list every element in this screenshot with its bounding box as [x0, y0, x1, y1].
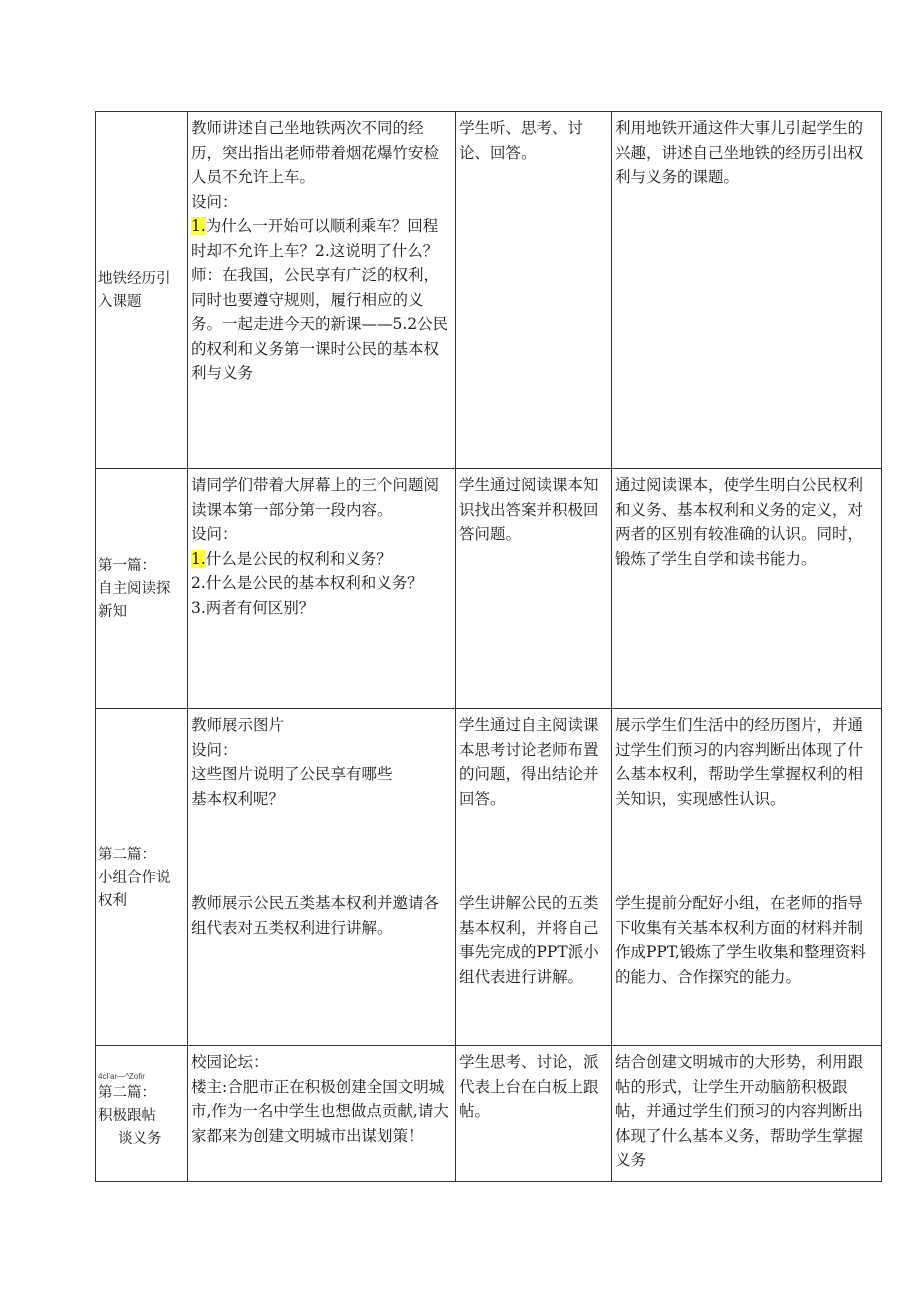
spacer [191, 811, 452, 891]
design-intent-text: 展示学生们生活中的经历图片，并通过学生们预习的内容判断出体现了什么基本权利，帮助学生掌握权利的相关知识，实现感性认识。 [615, 716, 864, 808]
stage-cell [96, 112, 188, 469]
design-intent-text: 结合创建文明城市的大形势，利用跟帖的形式，让学生开动脑筋积极跟帖，并通过学生们预习的内容判断出体现了什么基本义务，帮助学生掌握义务 [615, 1053, 864, 1169]
table-row [96, 469, 882, 709]
student-activity-cell [456, 469, 612, 709]
stage-subtitle: 谈义务 [118, 1131, 162, 1147]
question-3: 3.两者有何区别？ [191, 598, 315, 617]
design-intent-text: 利用地铁开通这件大事儿引起学生的兴趣，讲述自己坐地铁的经历引出权利与义务的课题。 [615, 119, 864, 186]
stage-title: 第二篇： [98, 846, 156, 863]
stage-subtitle: 自主阅读探新知 [98, 581, 171, 620]
stage-subtitle: 积极跟帖 [98, 1108, 156, 1124]
question-line-1: 这些图片说明了公民享有哪些 [191, 765, 393, 783]
stage-title: 第二篇： [98, 1085, 156, 1101]
student-activity-text: 学生通过阅读课本知识找出答案并积极回答问题。 [459, 476, 599, 543]
spacer [615, 811, 878, 891]
design-intent-cell [612, 1046, 882, 1182]
question-2: 2.什么是公民的基本权利和义务？ [191, 574, 423, 592]
student-activity-cell [456, 1046, 612, 1182]
teacher-paragraph: 教师展示图片 [191, 716, 285, 734]
teacher-paragraph: 楼主:合肥市正在积极创建全国文明城市,作为一名中学生也想做点贡献,请大家都来为创建文明城市出谋划策！ [191, 1077, 449, 1145]
question-text [191, 214, 452, 386]
question-body: 为什么一开始可以顺利乘车？回程时却不允许上车？2.这说明了什么？师：在我国，公民享有广泛的权利，同时也要遵守规则，履行相应的义务。一起走进今天的新课——5.2公民的权利和义务第一课时公民的基本权利与义务 [191, 217, 449, 382]
teacher-activity-cell [188, 1046, 456, 1182]
teacher-intro: 请同学们带着大屏幕上的三个问题阅读课本第一部分第一段内容。 [191, 476, 440, 519]
design-intent-cell [612, 112, 882, 469]
stage-garbled-text: 4cl’ar—^Zofir [98, 1072, 145, 1081]
table-row [96, 112, 882, 469]
design-intent-cell [612, 709, 882, 1046]
question-1 [191, 547, 452, 572]
question-heading: 设问： [191, 192, 238, 211]
design-intent-text: 学生提前分配好小组，在老师的指导下收集有关基本权利方面的材料并制作成PPT,锻炼了学生收集和整理资料的能力、合作探究的能力。 [615, 894, 866, 986]
question-body: 什么是公民的权利和义务？ [205, 549, 392, 568]
student-activity-cell [456, 709, 612, 1046]
student-activity-text: 学生讲解公民的五类基本权利，并将自己事先完成的PPT派小组代表进行讲解。 [459, 894, 599, 986]
spacer [459, 811, 608, 891]
question-line-2: 基本权利呢？ [191, 789, 285, 808]
student-activity-text: 学生通过自主阅读课本思考讨论老师布置的问题，得出结论并回答。 [459, 716, 599, 808]
teacher-paragraph: 教师展示公民五类基本权利并邀请各组代表对五类权利进行讲解。 [191, 894, 440, 937]
stage-subtitle: 小组合作说权利 [98, 869, 171, 909]
teacher-activity-cell [188, 469, 456, 709]
table-row [96, 1046, 882, 1182]
stage-cell [96, 1046, 188, 1182]
teacher-activity-cell [188, 112, 456, 469]
design-intent-cell [612, 469, 882, 709]
stage-label: 地铁经历引入课题 [98, 271, 171, 310]
teacher-intro: 教师讲述自己坐地铁两次不同的经历，突出指出老师带着烟花爆竹安检人员不允许上车。 [191, 119, 440, 186]
question-heading: 设问： [191, 525, 238, 543]
stage-cell [96, 469, 188, 709]
stage-title: 第一篇： [98, 558, 156, 574]
highlighted-number: 1. [191, 217, 206, 235]
student-activity-cell [456, 112, 612, 469]
student-activity-text: 学生听、思考、讨论、回答。 [459, 119, 584, 162]
teacher-paragraph: 校园论坛： [191, 1053, 269, 1071]
table-row [96, 709, 882, 1046]
question-heading: 设问： [191, 740, 238, 759]
design-intent-text: 通过阅读课本，使学生明白公民权利和义务、基本权利和义务的定义，对两者的区别有较准确的认识。同时，锻炼了学生自学和读书能力。 [615, 476, 864, 568]
stage-cell [96, 709, 188, 1046]
teacher-activity-cell [188, 709, 456, 1046]
lesson-plan-table [95, 111, 882, 1182]
student-activity-text: 学生思考、讨论，派代表上台在白板上跟帖。 [459, 1053, 599, 1120]
highlighted-number: 1. [191, 549, 206, 568]
